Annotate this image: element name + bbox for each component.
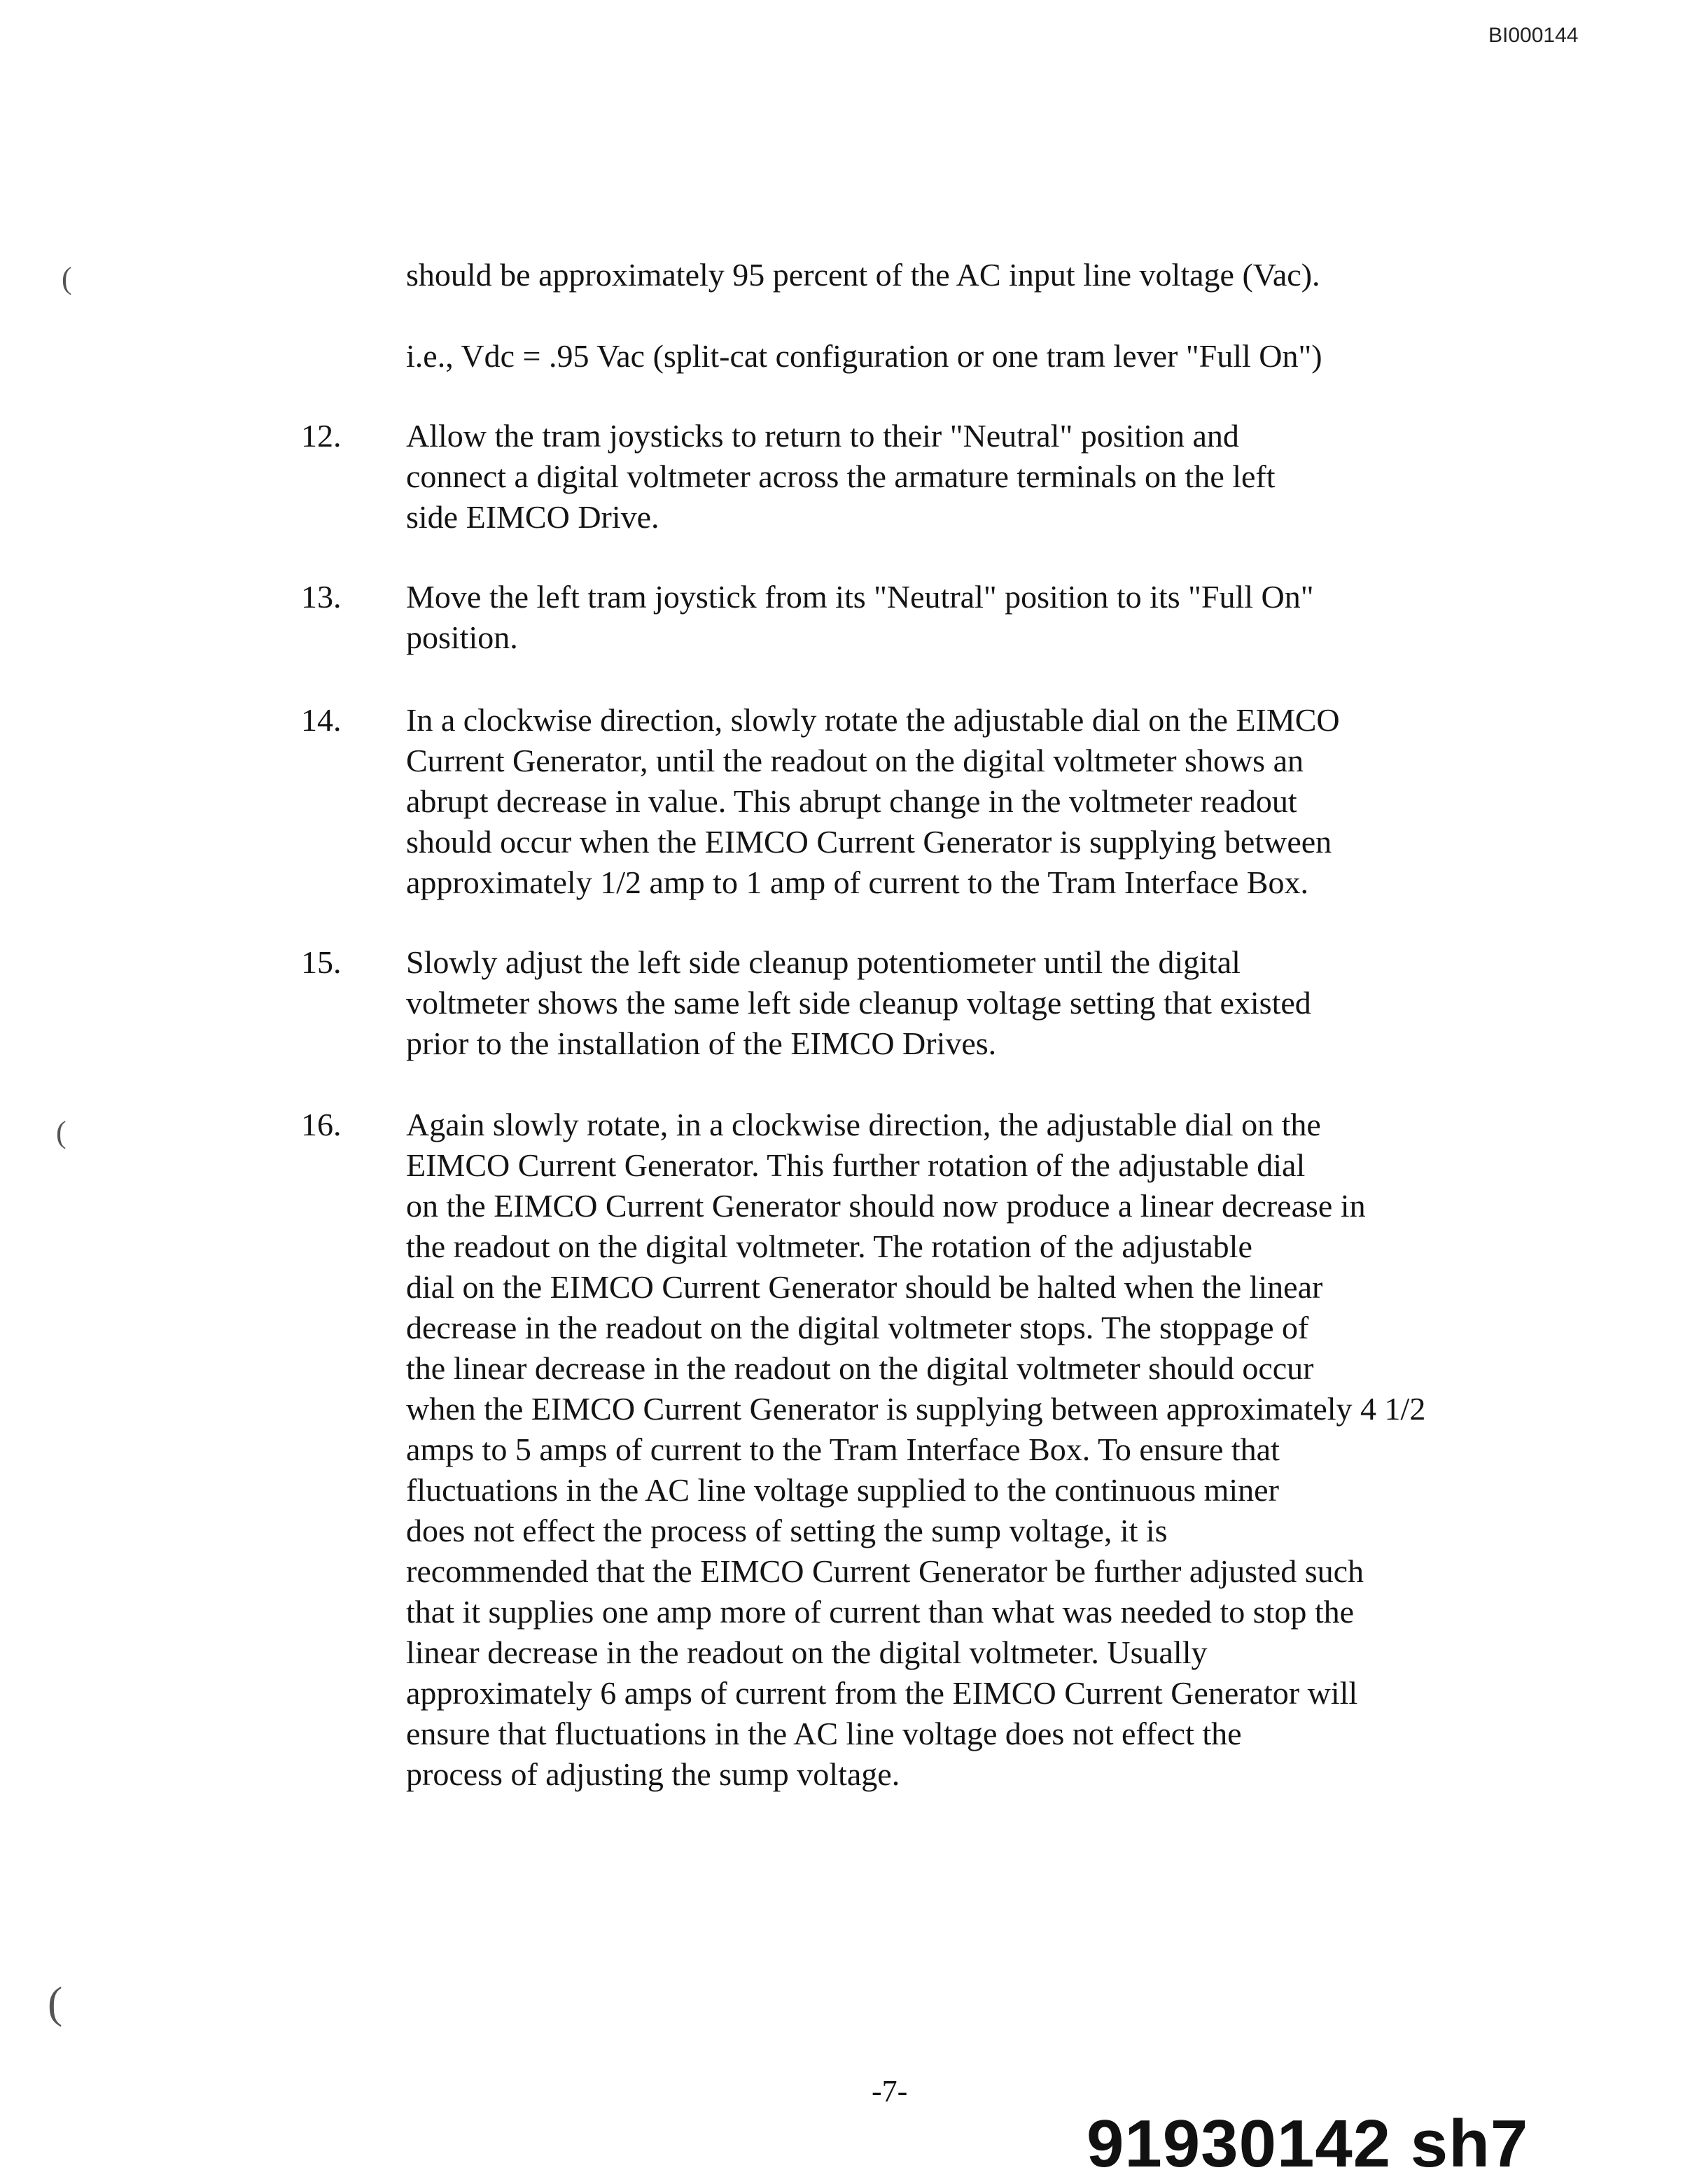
step-number: 12.: [301, 418, 342, 454]
page-id: BI000144: [1488, 24, 1579, 47]
step-text: Move the left tram joystick from its "Neutral" position to its "Full On" position.: [406, 579, 1314, 655]
margin-mark: (: [62, 261, 72, 295]
step-text: Allow the tram joysticks to return to their "Neutral" position and connect a digital voltmeter across the armature terminals on the left side EIMCO Drive.: [406, 418, 1276, 535]
step-text: In a clockwise direction, slowly rotate the adjustable dial on the EIMCO Current Generator, until the readout on the digital voltmeter shows an abrupt decrease in value. This abrupt change in the voltmeter readout should occur when the EIMCO Current Generator is supplying between approximately 1/2 amp to 1 amp of current to the Tram Interface Box.: [406, 702, 1340, 900]
margin-mark: (: [56, 1115, 67, 1149]
margin-mark: (: [48, 1977, 63, 2027]
intro-line-2: i.e., Vdc = .95 Vac (split-cat configuration or one tram lever "Full On"): [406, 338, 1322, 374]
step-number: 15.: [301, 944, 342, 980]
step-text: Slowly adjust the left side cleanup potentiometer until the digital voltmeter shows the same left side cleanup voltage setting that existed prior to the installation of the EIMCO Drives.: [406, 944, 1311, 1061]
page-number: -7-: [872, 2074, 908, 2108]
intro-line-1: should be approximately 95 percent of the AC input line voltage (Vac).: [406, 257, 1320, 293]
sheet-stamp: 91930142 sh7: [1087, 2106, 1529, 2181]
step-number: 13.: [301, 579, 342, 615]
step-text: Again slowly rotate, in a clockwise direction, the adjustable dial on the EIMCO Current Generator. This further rotation of the adjustable dial on the EIMCO Current Generator should now produce a linear decrease in the readout on the digital voltmeter. The rotation of the adjustable dial on the EIMCO Current Generator should be halted when the linear decrease in the readout on the digital voltmeter stops. The stoppage of the linear decrease in the readout on the digital voltmeter should occur when the EIMCO Current Generator is supplying between approximately 4 1/2 amps to 5 amps of current to the Tram Interface Box. To ensure that fluctuations in the AC line voltage supplied to the continuous miner does not effect the process of setting the sump voltage, it is recommended that the EIMCO Current Generator be further adjusted such that it supplies one amp more of current than what was needed to stop the linear decrease in the readout on the digital voltmeter. Usually approximately 6 amps of current from the EIMCO Current Generator will ensure that fluctuations in the AC line voltage does not effect the process of adjusting the sump voltage.: [406, 1107, 1426, 1792]
step-number: 14.: [301, 702, 342, 738]
step-number: 16.: [301, 1107, 342, 1142]
